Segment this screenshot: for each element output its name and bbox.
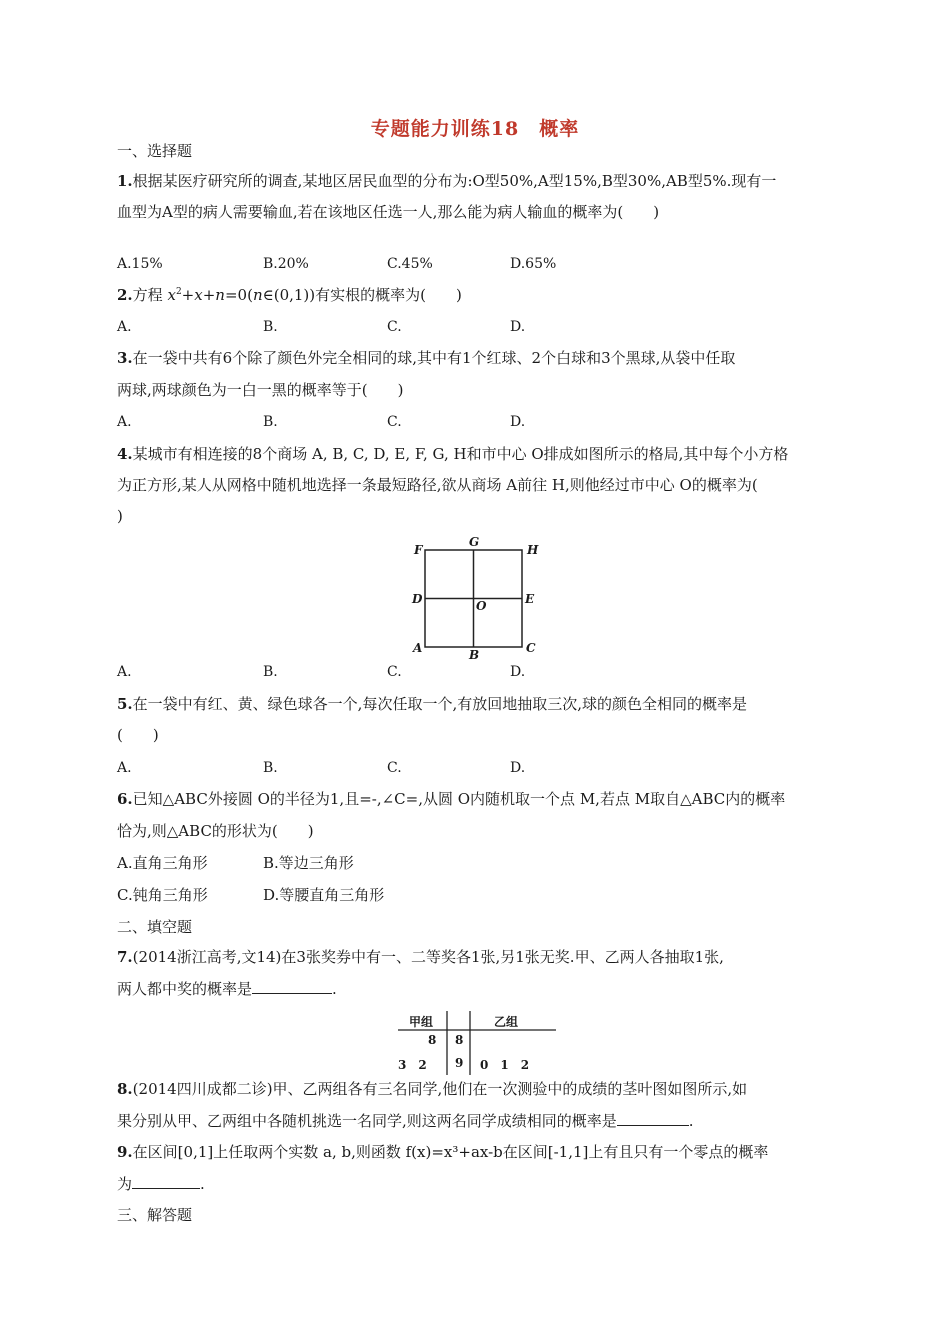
option-b: B.: [263, 414, 278, 430]
option-d: D.: [510, 760, 526, 776]
grid-label-b: B: [469, 648, 480, 662]
question-6-line2: 恰为,则△ABC的形状为( ): [117, 822, 314, 840]
section-heading-fill: 二、填空题: [117, 918, 193, 936]
option-d: D.: [510, 319, 526, 335]
question-3-line1: 3.在一袋中共有6个除了颜色外完全相同的球,其中有1个红球、2个白球和3个黑球,从袋中任取: [117, 349, 736, 367]
question-6-line1: 6.已知△ABC外接圆 O的半径为1,且=-,∠C=,从圆 O内随机取一个点 M,若点 M取自△ABC内的概率: [117, 790, 786, 808]
option-c: C.: [387, 319, 402, 335]
question-number: 6.: [117, 790, 133, 808]
answer-blank: [617, 1111, 689, 1126]
option-c: C.钝角三角形: [117, 886, 208, 904]
option-a: A.: [117, 319, 132, 335]
question-number: 8.: [117, 1080, 133, 1098]
question-1-line2: 血型为A型的病人需要输血,若在该地区任选一人,那么能为病人输血的概率为( ): [117, 203, 660, 221]
answer-blank: [132, 1174, 200, 1189]
stem-leaf-row2-stem: 9: [455, 1056, 464, 1070]
option-c: C.45%: [387, 256, 433, 272]
question-number: 2.: [117, 286, 133, 304]
question-3-line2: 两球,两球颜色为一白一黑的概率等于( ): [117, 381, 404, 399]
stem-leaf-row2-right: 0 1 2: [480, 1058, 530, 1072]
question-5-line2: ( ): [117, 726, 159, 744]
question-number: 1.: [117, 172, 133, 190]
option-a: A.15%: [117, 256, 163, 272]
question-number: 9.: [117, 1143, 133, 1161]
question-1-line1: [117, 170, 776, 192]
question-4-line1: 4.某城市有相连接的8个商场 A, B, C, D, E, F, G, H和市中心 O排成如图所示的格局,其中每个小方格: [117, 445, 789, 463]
grid-label-e: E: [525, 592, 535, 606]
grid-label-a: A: [413, 641, 423, 655]
answer-blank: [252, 979, 332, 994]
option-a: A.直角三角形: [117, 854, 208, 872]
option-c: C.: [387, 760, 402, 776]
option-d: D.65%: [510, 256, 557, 272]
question-8-line1: 8.(2014四川成都二诊)甲、乙两组各有三名同学,他们在一次测验中的成绩的茎叶图如图所示,如: [117, 1080, 748, 1098]
option-a: A.: [117, 414, 132, 430]
stem-leaf-row1-stem: 8: [455, 1033, 464, 1047]
option-b: B.等边三角形: [263, 854, 354, 872]
question-2: 2.方程 $x^2+x+n=0(n\in(0,1))$有实根的概率为( ): [117, 286, 462, 304]
stem-leaf-left-header: 甲组: [409, 1015, 434, 1029]
grid-label-d: D: [412, 592, 423, 606]
grid-label-f: F: [414, 543, 423, 557]
grid-figure: [405, 535, 555, 665]
option-b: B.: [263, 760, 278, 776]
option-d: D.: [510, 414, 526, 430]
question-number: 5.: [117, 695, 133, 713]
question-text: 根据某医疗研究所的调查,某地区居民血型的分布为:O型50%,A型15%,B型30%,AB型5%.现有一: [132, 172, 777, 190]
question-7-line1: 7.(2014浙江高考,文14)在3张奖券中有一、二等奖各1张,另1张无奖.甲、乙两人各抽取1张,: [117, 948, 724, 966]
question-9-line1: 9.在区间[0,1]上任取两个实数 a, b,则函数 f(x)=x³+ax-b在区间[-1,1]上有且只有一个零点的概率: [117, 1143, 769, 1161]
grid-label-c: C: [526, 641, 536, 655]
question-number: 3.: [117, 349, 133, 367]
option-a: A.: [117, 664, 132, 680]
question-number: 4.: [117, 445, 133, 463]
question-9-line2: 为 .: [117, 1175, 205, 1193]
stem-leaf-right-header: 乙组: [494, 1015, 519, 1029]
grid-label-g: G: [469, 535, 480, 549]
option-b: B.: [263, 319, 278, 335]
grid-label-h: H: [527, 543, 539, 557]
page-title: 专题能力训练18 概率: [370, 118, 580, 140]
option-d: D.: [510, 664, 526, 680]
question-7-line2: 两人都中奖的概率是 .: [117, 980, 337, 998]
section-heading-choice: 一、选择题: [117, 142, 193, 160]
grid-label-o: O: [476, 599, 487, 613]
question-5-line1: 5.在一袋中有红、黄、绿色球各一个,每次任取一个,有放回地抽取三次,球的颜色全相同的概率是: [117, 695, 747, 713]
question-number: 7.: [117, 948, 133, 966]
section-heading-solution: 三、解答题: [117, 1206, 193, 1224]
option-c: C.: [387, 414, 402, 430]
stem-leaf-plot: [398, 1011, 556, 1075]
question-4-line2: 为正方形,某人从网格中随机地选择一条最短路径,欲从商场 A前往 H,则他经过市中心 O的概率为(: [117, 476, 758, 494]
question-4-line3: ): [117, 507, 123, 525]
option-b: B.: [263, 664, 278, 680]
option-a: A.: [117, 760, 132, 776]
option-b: B.20%: [263, 256, 309, 272]
stem-leaf-row1-left: 8: [428, 1033, 437, 1047]
option-c: C.: [387, 664, 402, 680]
option-d: D.等腰直角三角形: [263, 886, 385, 904]
stem-leaf-row2-left: 3 2: [398, 1058, 427, 1072]
question-8-line2: 果分别从甲、乙两组中各随机挑选一名同学,则这两名同学成绩相同的概率是 .: [117, 1112, 694, 1130]
